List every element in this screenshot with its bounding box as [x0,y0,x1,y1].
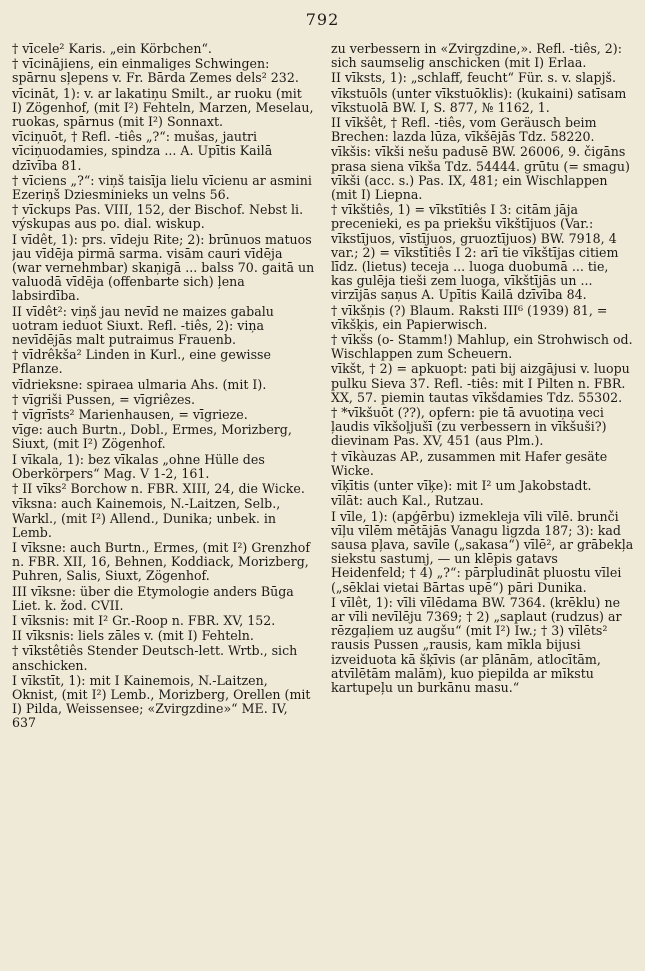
dictionary-entry: I vīkala, 1): bez vīkalas „ohne Hülle des Oberkörpers“ Mag. V 1-2, 161. [12,451,265,481]
dictionary-entry: † vīkàuzas AP., zusammen mit Hafer gesäte Wicke. [331,448,608,478]
dictionary-entry: † vīgriši Pussen, = vīgriêzes. [12,391,195,407]
dictionary-entry: vīksna: auch Kainemois, N.-Laitzen, Selb., Warkl., (mit I²) Allend., Dunika; unbek. in Lemb. [12,496,281,540]
dictionary-entry: † vīdrêkša² Linden in Kurl., eine gewisse Pflanze. [12,347,271,377]
dictionary-entry: II vīksts, 1): „schlaff, feucht“ Für. s. v. slapjš. [331,70,616,86]
dictionary-entry: vīge: auch Burtn., Dobl., Ermes, Morizberg, Siuxt, (mit I²) Zögenhof. [12,422,292,452]
dictionary-entry: † vīcele² Karis. „ein Körbchen“. [12,42,212,56]
dictionary-entry: I vīlêt, 1): vīli vīlēdama BW. 7364. (krēklu) ne ar vīli nevīlēju 7369; † 2) „saplaut (rudzus) ar rēzgaļiem uz augšu“ (mit I²) Iw.; † 3) vīlēts² rausis Pussen „rausis, kam mīkla bijusi izveiduota kā šķīvis (ar plānām, atlocītām, atvīlētām malām), kuo piepilda ar mīkstu kartupeļu un burkānu masu.“ [331,594,622,695]
left-column [12,42,315,960]
dictionary-entry: † *vīkšuōt (??), opfern: pie tā avuotiņa veci ļaudis vīkšoļjušī (zu verbessern in vīkšuši?) dievinam Pas. XV, 451 (aus Plm.). [331,405,607,449]
dictionary-entry: † II vīks² Borchow n. FBR. XIII, 24, die Wicke. [12,481,305,497]
dictionary-entry: I vīle, 1): (apģērbu) izmekleja vīli vīlē. brunči vīļu vīlēm mētājās Vanagu ligzda 187; 3): kad sausa pļava, savīle („sakasa“) vīlē², ar grābekļa siekstu sastumj, — un klēpis gatavs Heidenfeld; † 4) „?“: pārpludināt pluostu vīlei („sēklai vietai Bārtas upē“) pāri Dunika. [331,508,634,595]
right-column [331,42,634,960]
dictionary-entry: zu verbessern in «Zvirgzdine,». Refl. -tiês, 2): sich saumselig anschicken (mit I) Erlaa. [331,42,622,71]
dictionary-entry: vīkšt, † 2) = apkuopt: pati bij aizgājusi v. luopu pulku Sieva 37. Refl. -tiês: mit I Pilten n. FBR. XX, 57. piemin tautas vīkšdamies Tdz. 55302. [331,361,630,405]
dictionary-entry: vīķītis (unter vīķe): mit I² um Jakobstadt. [331,478,592,494]
dictionary-entry: II vīksnis: liels zāles v. (mit I) Fehteln. [12,628,254,644]
dictionary-entry: vīkšis: vīkši nešu padusē BW. 26006, 9. čigāns prasa siena vīkša Tdz. 54444. grūtu (= smagu) vīkši (acc. s.) Pas. IX, 481; ein Wischlappen (mit I) Liepna. [331,144,630,203]
dictionary-entry: I vīksnis: mit I² Gr.-Roop n. FBR. XV, 152. [12,612,276,628]
dictionary-entry: † vīkšs (o- Stamm!) Mahlup, ein Strohwisch od. Wischlappen zum Scheuern. [331,332,633,362]
dictionary-entry: vīkstuōls (unter vīkstuōklis): (kukaini) satīsam vīkstuolā BW. I, S. 877, № 1162, 1. [331,85,627,115]
dictionary-entry: † vīgrīsts² Marienhausen, = vīgrieze. [12,407,248,423]
dictionary-entry: vīciņuōt, † Refl. -tiês „?“: mušas, jautri vīciņuodamies, spindza ... A. Upītis Kailā dzīvība 81. [12,129,273,173]
dictionary-entry: † vīciens „?“: viņš taisīja lielu vīcienu ar asmini Ezeriņš Dziesminieks un velns 56. [12,172,312,203]
dictionary-entry: † vīkšņis (?) Blaum. Raksti III⁶ (1939) 81, = vīkšķis, ein Papierwisch. [331,302,608,332]
dictionary-entry: vīdrieksne: spiraea ulmaria Ahs. (mit I). [12,376,267,392]
dictionary-entry: II vīkšêt, † Refl. -tiês, vom Geräusch beim Brechen: lazda lūza, vīkšējās Tdz. 58220. [331,115,597,145]
dictionary-entry: † vīkstêtiês Stender Deutsch-lett. Wrtb., sich anschicken. [12,643,298,673]
dictionary-entry: † vīcinājiens, ein einmaliges Schwingen: spārnu sļepens v. Fr. Bārda Zemes dels² 232. [12,56,299,86]
dictionary-entry: II vīdêt²: viņš jau nevīd ne maizes gabalu uotram ieduot Siuxt. Refl. -tiês, 2): viņa nevīdējās malt putraimus Frauenb. [12,303,274,348]
dictionary-entry: III vīksne: über die Etymologie anders Būga Liet. k. žod. CVII. [12,583,294,613]
dictionary-entry: vīlāt: auch Kal., Rutzau. [331,493,484,509]
dictionary-entry: vīcināt, 1): v. ar lakatiņu Smilt., ar ruoku (mit I) Zögenhof, (mit I²) Fehteln, Marzen, Meselau, ruokas, spārnus (mit I²) Sonnaxt. [12,85,314,130]
dictionary-entry: I vīkstīt, 1): mit I Kainemois, N.-Laitzen, Oknist, (mit I²) Lemb., Morizberg, Orellen (mit I) Pilda, Weissensee; «Zvirgzdine»“ ME. IV, 637 [12,672,311,731]
dictionary-entry: † vīckups Pas. VIII, 152, der Bischof. Nebst li. výskupas aus po. dial. wiskup. [12,202,304,232]
dictionary-entry: I vīksne: auch Burtn., Ermes, (mit I²) Grenzhof n. FBR. XII, 16, Behnen, Koddiack, Morizberg, Puhren, Salis, Siuxt, Zögenhof. [12,539,310,584]
dictionary-entry: I vīdêt, 1): prs. vīdeju Rite; 2): brūnuos matuos jau vīdēja pirmā sarma. visām cauri vīdēja (war vernehmbar) skaņigā ... balss 70. gaitā un valuodā vīdēja (offenbarte sich) ļena labsirdība. [12,231,315,304]
page-number: 792 [305,10,340,29]
dictionary-entry: † vīkštiês, 1) = vīkstītiês I 3: citām jāja precenieki, es pa priekšu vīkštījuos (Var.: vīkstījuos, vīstījuos, gruoztījuos) BW. 7918, 4 var.; 2) = vīkstītiês I 2: arī tie vīkštījas citiem līdz. (lietus) teceja ... luoga duobumā ... tie, kas gulēja tieši zem luoga, vīkštījās un ... virzījās saņus A. Upītis Kailā dzīvība 84. [331,202,619,303]
